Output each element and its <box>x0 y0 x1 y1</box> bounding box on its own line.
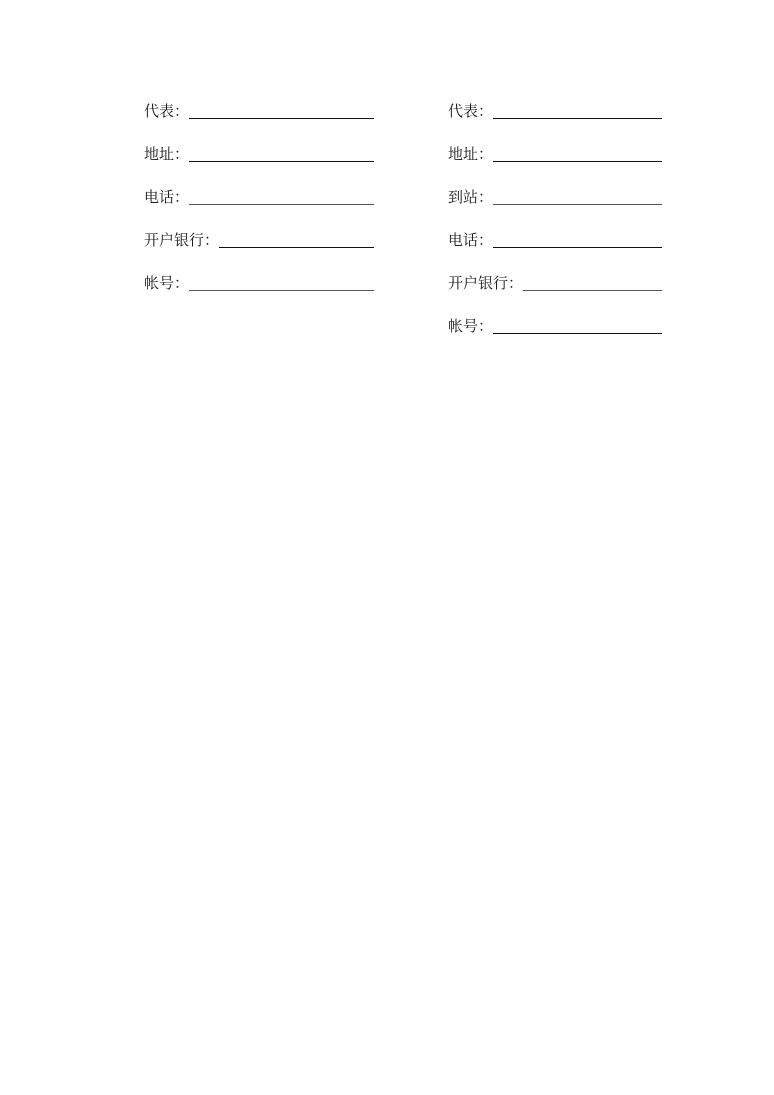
bank-blank-line[interactable] <box>219 247 374 248</box>
representative-label: 代表： <box>144 102 190 120</box>
account-blank-line[interactable] <box>189 290 374 291</box>
address-field <box>144 139 374 163</box>
address-label: 地址： <box>448 145 494 163</box>
destination-station-field <box>448 182 662 206</box>
bank-blank-line[interactable] <box>523 290 662 291</box>
phone-label: 电话： <box>448 231 494 249</box>
bank-label: 开户银行： <box>448 274 524 292</box>
account-field <box>448 311 662 335</box>
account-field <box>144 268 374 292</box>
account-label: 帐号： <box>448 317 494 335</box>
bank-field <box>144 225 374 249</box>
representative-field <box>448 96 662 120</box>
representative-blank-line[interactable] <box>493 118 662 119</box>
address-field <box>448 139 662 163</box>
address-label: 地址： <box>144 145 190 163</box>
destination-station-label: 到站： <box>448 188 494 206</box>
phone-blank-line[interactable] <box>493 247 662 248</box>
account-blank-line[interactable] <box>493 333 662 334</box>
bank-label: 开户银行： <box>144 231 220 249</box>
bank-field <box>448 268 662 292</box>
representative-blank-line[interactable] <box>189 118 374 119</box>
phone-blank-line[interactable] <box>189 204 374 205</box>
address-blank-line[interactable] <box>493 161 662 162</box>
account-label: 帐号： <box>144 274 190 292</box>
representative-label: 代表： <box>448 102 494 120</box>
representative-field <box>144 96 374 120</box>
address-blank-line[interactable] <box>189 161 374 162</box>
destination-station-blank-line[interactable] <box>493 204 662 205</box>
phone-label: 电话： <box>144 188 190 206</box>
phone-field <box>144 182 374 206</box>
phone-field <box>448 225 662 249</box>
